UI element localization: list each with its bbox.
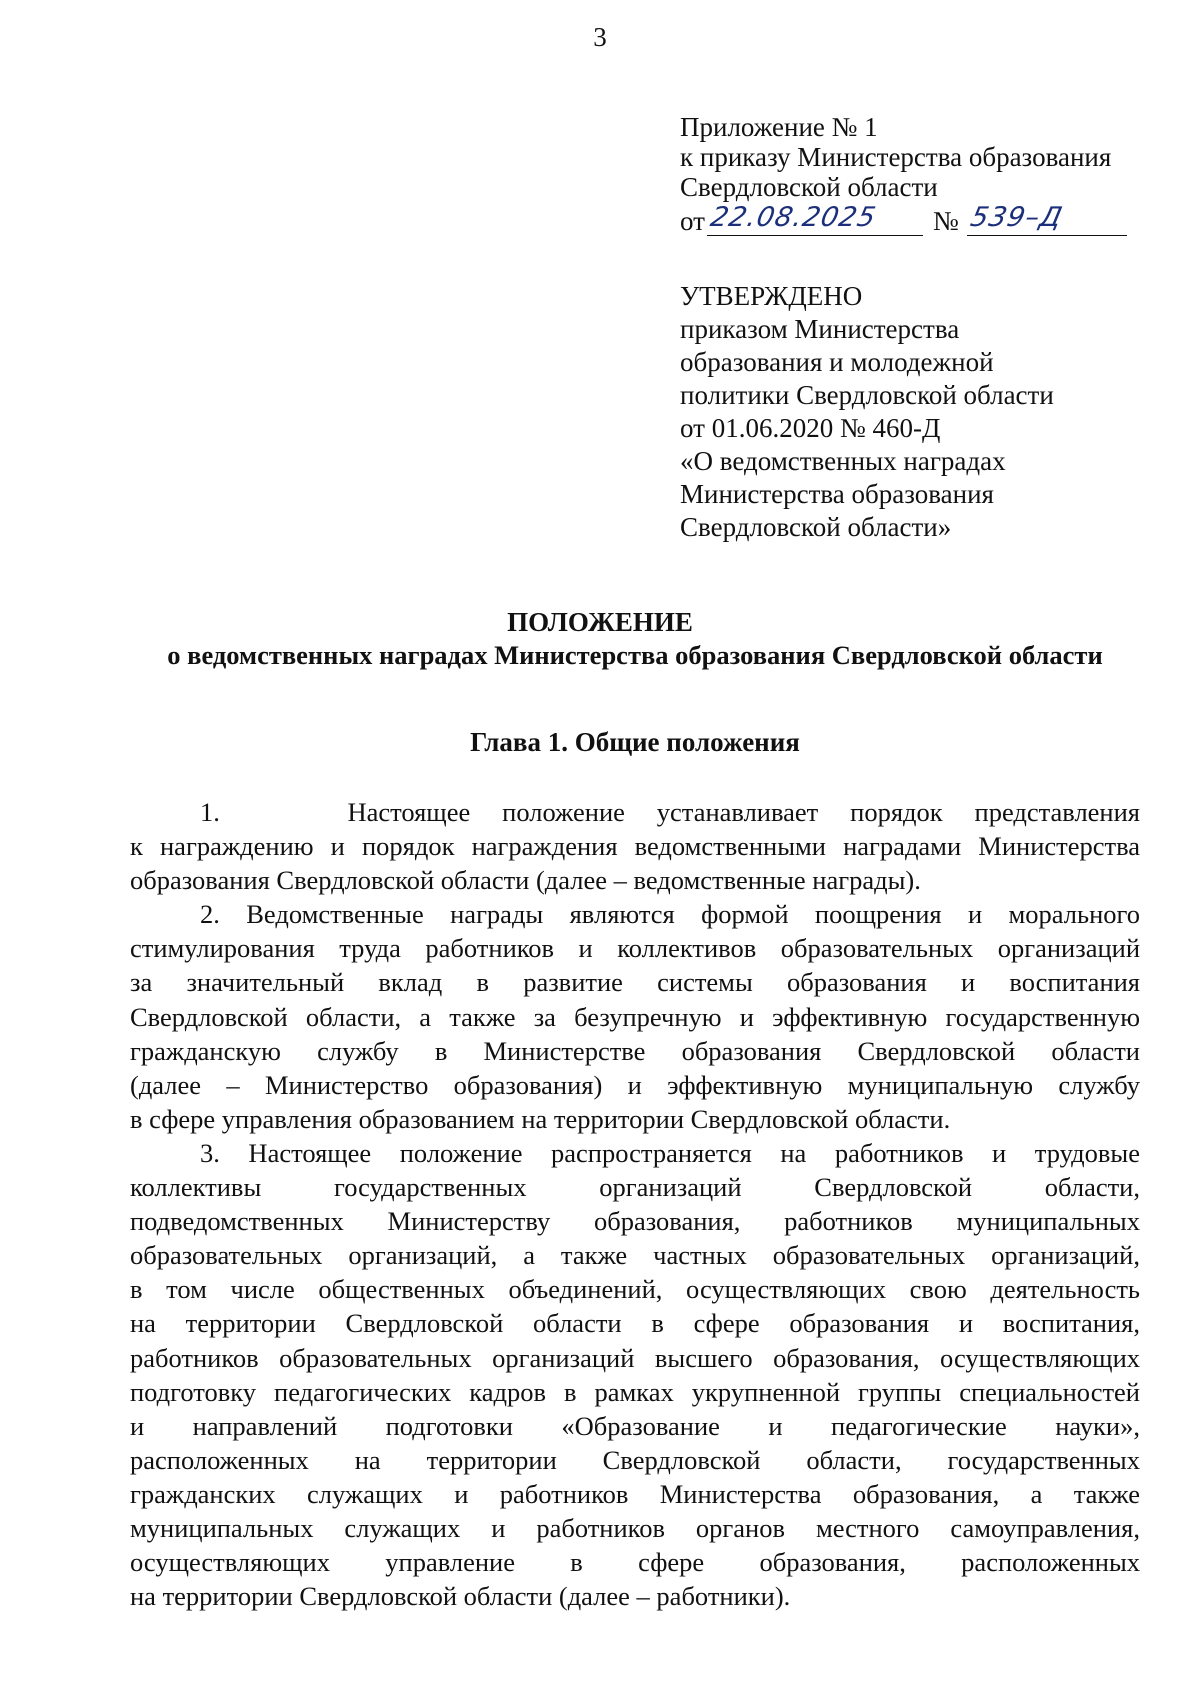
paragraph-line: Свердловской области, а также за безупречную и эффективную государственную — [130, 1001, 1140, 1032]
paragraph-line: осуществляющих управление в сфере образования, расположенных — [130, 1547, 1140, 1578]
from-label: от — [680, 206, 705, 236]
paragraph-2 — [130, 897, 1140, 1136]
paragraph-line: подготовку педагогических кадров в рамках укрупненной группы специальностей — [130, 1376, 1140, 1407]
paragraph-line: 3. Настоящее положение распространяется на работников и трудовые — [200, 1137, 1140, 1168]
number-field — [967, 202, 1127, 236]
paragraph-line: подведомственных Министерству образования, работников муниципальных — [130, 1206, 1140, 1237]
paragraph-1 — [130, 795, 1140, 897]
paragraph-line: образования Свердловской области (далее – ведомственные награды). — [130, 865, 921, 896]
paragraph-line: гражданских служащих и работников Министерства образования, а также — [130, 1478, 1140, 1509]
approval-heading: УТВЕРЖДЕНО — [680, 281, 863, 311]
paragraph-line: образовательных организаций, а также частных образовательных организаций, — [130, 1240, 1140, 1271]
paragraph-line: расположенных на территории Свердловской области, государственных — [130, 1444, 1140, 1475]
approval-line: образования и молодежной — [680, 347, 994, 377]
approval-line: политики Свердловской области — [680, 380, 1054, 410]
handwritten-number: 539–Д — [967, 202, 1066, 233]
number-label: № — [932, 206, 959, 236]
paragraph-line: в том числе общественных объединений, осуществляющих свою деятельность — [130, 1274, 1140, 1305]
appendix-block — [680, 112, 1160, 236]
paragraph-line: стимулирования труда работников и коллективов образовательных организаций — [130, 933, 1140, 964]
approval-line: Свердловской области» — [680, 512, 952, 542]
appendix-line-1: Приложение № 1 — [680, 112, 878, 142]
date-field — [707, 202, 923, 236]
document-subtitle: о ведомственных наградах Министерства образования Свердловской области — [167, 640, 1103, 670]
paragraph-line: коллективы государственных организаций Свердловской области, — [130, 1172, 1140, 1203]
paragraph-line: муниципальных служащих и работников органов местного самоуправления, — [130, 1512, 1140, 1543]
paragraph-line: на территории Свердловской области (далее – работники). — [130, 1581, 791, 1612]
paragraph-line: (далее – Министерство образования) и эффективную муниципальную службу — [130, 1069, 1140, 1100]
approval-line: Министерства образования — [680, 479, 994, 509]
paragraph-line: на территории Свердловской области в сфере образования и воспитания, — [130, 1308, 1140, 1339]
paragraph-line: работников образовательных организаций высшего образования, осуществляющих — [130, 1342, 1140, 1373]
approval-line: от 01.06.2020 № 460-Д — [680, 413, 941, 443]
approval-block — [680, 280, 1160, 544]
paragraph-line: за значительный вклад в развитие системы образования и воспитания — [130, 967, 1140, 998]
appendix-date-number-line — [680, 202, 1160, 236]
paragraph-line: к награждению и порядок награждения ведомственными наградами Министерства — [130, 831, 1140, 862]
approval-line: приказом Министерства — [680, 314, 960, 344]
appendix-line-3: Свердловской области — [680, 172, 938, 202]
paragraph-line: гражданскую службу в Министерстве образования Свердловской области — [130, 1035, 1140, 1066]
paragraph-line: 2. Ведомственные награды являются формой поощрения и морального — [200, 899, 1140, 930]
document-title: ПОЛОЖЕНИЕ — [507, 607, 693, 637]
paragraph-line: 1. Настоящее положение устанавливает порядок представления — [200, 797, 1140, 827]
paragraph-line: в сфере управления образованием на территории Свердловской области. — [130, 1103, 951, 1134]
paragraph-line: и направлений подготовки «Образование и педагогические науки», — [130, 1410, 1140, 1441]
handwritten-date: 22.08.2025 — [707, 202, 879, 233]
paragraph-3 — [130, 1136, 1140, 1613]
appendix-line-2: к приказу Министерства образования — [680, 142, 1112, 172]
approval-line: «О ведомственных наградах — [680, 446, 1006, 476]
document-body — [130, 795, 1140, 1613]
page-number: 3 — [593, 22, 607, 52]
chapter-title: Глава 1. Общие положения — [470, 727, 800, 757]
